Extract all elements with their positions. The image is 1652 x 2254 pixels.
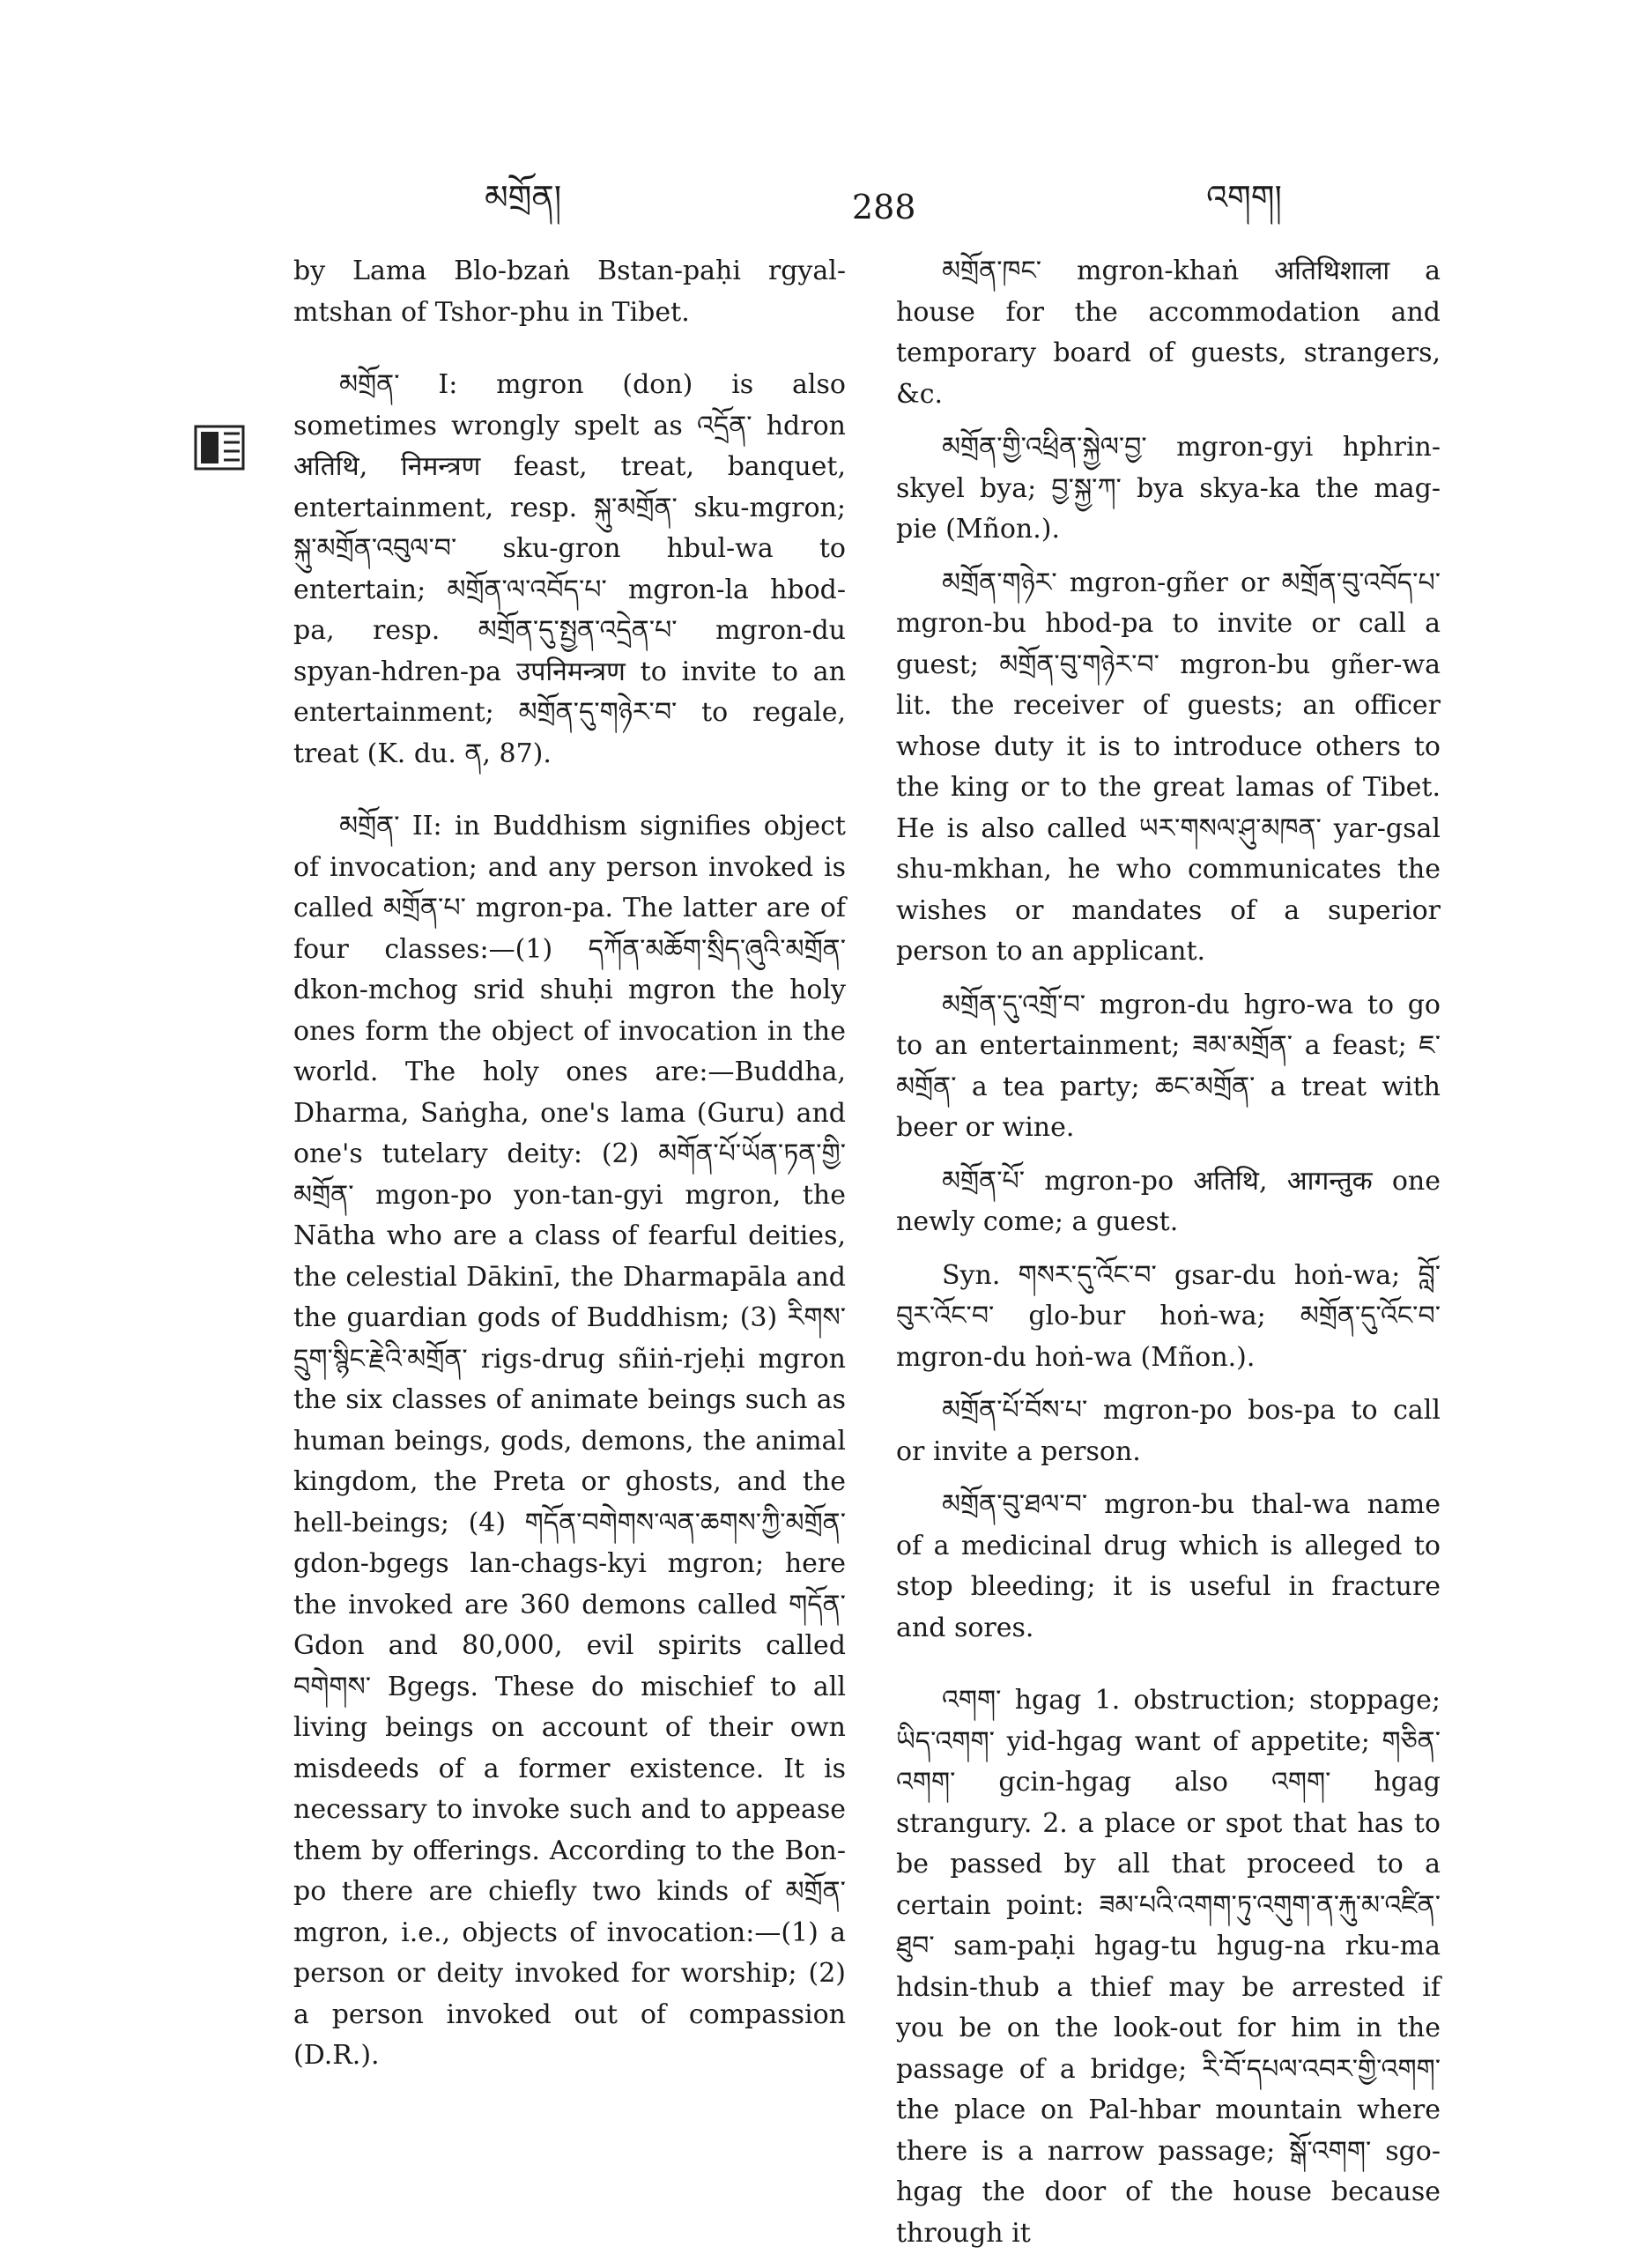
entry-mgron-po: མགྲོན་པོ་ mgron-po अतिथि, आगन्तुक one newly come; a guest. — [896, 1165, 1441, 1237]
right-column — [896, 251, 1441, 2254]
page-number: 288 — [851, 188, 916, 226]
page-header — [291, 177, 1454, 234]
entry-mgron-khan: མགྲོན་ཁང་ mgron-khaṅ अतिथिशाला a house for the accommodation and temporary board of guests, strangers, &c. — [896, 256, 1441, 410]
entry-mgron-du-hgro: མགྲོན་དུ་འགྲོ་བ་ mgron-du hgro-wa to go to an entertainment; ཟམ་མགྲོན་ a feast; ཇ་མགྲོན་ a tea party; ཆང་མགྲོན་ a treat with beer or wine. — [896, 989, 1441, 1143]
entry-mgron-ii: མགྲོན་ II: in Buddhism signifies object of invocation; and any person invoked is called མགྲོན་པ་ mgron-pa. The latter are of four classes:—(1) དཀོན་མཆོག་སྲིད་ཞུའི་མགྲོན་ dkon-mchog srid shuḥi mgron the holy ones form the object of invocation in the world. The holy ones are:—Buddha, Dharma, Saṅgha, one's lama (Guru) and one's tutelary deity: (2) མགོན་པོ་ཡོན་ཏན་གྱི་མགྲོན་ mgon-po yon-tan-gyi mgron, the Nātha who are a class of fearful deities, the celestial Dākinī, the Dharmapāla and the guardian gods of Buddhism; (3) རིགས་དྲུག་སྙིང་རྗེའི་མགྲོན་ rigs-drug sñiṅ-rjeḥi mgron the six classes of animate beings such as human beings, gods, demons, the animal kingdom, the Preta or ghosts, and the hell-beings; (4) གདོན་བགེགས་ལན་ཆགས་ཀྱི་མགྲོན་ gdon-bgegs lan-chags-kyi mgron; here the invoked are 360 demons called གདོན་ Gdon and 80,000, evil spirits called བགེགས་ Bgegs. These do mischief to all living beings on account of their own misdeeds of a former existence. It is necessary to invoke such and to appease them by offerings. According to the Bon-po there are chiefly two kinds of མགྲོན་ mgron, i.e., objects of invocation:—(1) a person or deity invoked for worship; (2) a person invoked out of compassion (D.R.). — [293, 811, 846, 2071]
entry-mgron-i: མགྲོན་ I: mgron (don) is also sometimes wrongly spelt as འདྲོན་ hdron अतिथि, निमन्त्रण feast, treat, banquet, entertainment, resp. སྐུ་མགྲོན་ sku-mgron; སྐུ་མགྲོན་འབུལ་བ་ sku-gron hbul-wa to entertain; མགྲོན་ལ་འབོད་པ་ mgron-la hbod-pa, resp. མགྲོན་དུ་སྤྱན་འདྲེན་པ་ mgron-du spyan-hdren-pa उपनिमन्त्रण to invite to an entertainment; མགྲོན་དུ་གཉེར་བ་ to regale, treat (K. du. ན, 87). — [293, 369, 846, 769]
entry-mgron-gyi-hphrin: མགྲོན་གྱི་འཕྲིན་སྐྱེལ་བྱ་ mgron-gyi hphrin-skyel bya; བྱ་སྐྱ་ཀ་ bya skya-ka the mag-pie (Mñon.). — [896, 432, 1441, 545]
entry-mgron-bu-thal: མགྲོན་བུ་ཐལ་བ་ mgron-bu thal-wa name of a medicinal drug which is alleged to stop bleeding; it is useful in fracture and sores. — [896, 1489, 1441, 1643]
left-column — [293, 251, 846, 2077]
entry-hgag: འགག་ hgag 1. obstruction; stoppage; ཡིད་འགག་ yid-hgag want of appetite; གཅིན་འགག་ gcin-hgag also འགག་ hgag strangury. 2. a place or spot that has to be passed by all that proceed to a certain point: ཟམ་པའི་འགག་ཏུ་འགུག་ན་རྐུ་མ་འཛིན་ཐུབ་ sam-paḥi hgag-tu hgug-na rku-ma hdsin-thub a thief may be arrested if you be on the look-out for him in the passage of a bridge; རི་བོ་དཔལ་འབར་གྱི་འགག་ the place on Pal-hbar mountain where there is a narrow passage; སྒོ་འགག་ sgo-hgag the door of the house because through it — [896, 1685, 1441, 2249]
entry-mgron-gner: མགྲོན་གཉེར་ mgron-gñer or མགྲོན་བུ་འབོད་པ་ mgron-bu hbod-pa to invite or call a guest; མགྲོན་བུ་གཉེར་བ་ mgron-bu gñer-wa lit. the receiver of guests; an officer whose duty it is to introduce others to the king or to the great lamas of Tibet. He is also called ཡར་གསལ་ཤུ་མཁན་ yar-gsal shu-mkhan, he who communicates the wishes or mandates of a superior person to an applicant. — [896, 567, 1441, 967]
entry-mgron-po-bos: མགྲོན་པོ་བོས་པ་ mgron-po bos-pa to call or invite a person. — [896, 1395, 1441, 1467]
entry-continuation: by Lama Blo-bzaṅ Bstan-paḥi rgyal-mtshan of Tshor-phu in Tibet. — [293, 256, 846, 328]
running-head-left: མགྲོན། — [485, 177, 562, 217]
running-head-right: འགག། — [1206, 177, 1282, 217]
entry-synonyms: Syn. གསར་དུ་འོང་བ་ gsar-du hoṅ-wa; བློ་བུར་འོང་བ་ glo-bur hoṅ-wa; མགྲོན་དུ་འོང་བ་ mgron-du hoṅ-wa (Mñon.). — [896, 1259, 1441, 1373]
margin-glyph-icon — [192, 423, 247, 472]
